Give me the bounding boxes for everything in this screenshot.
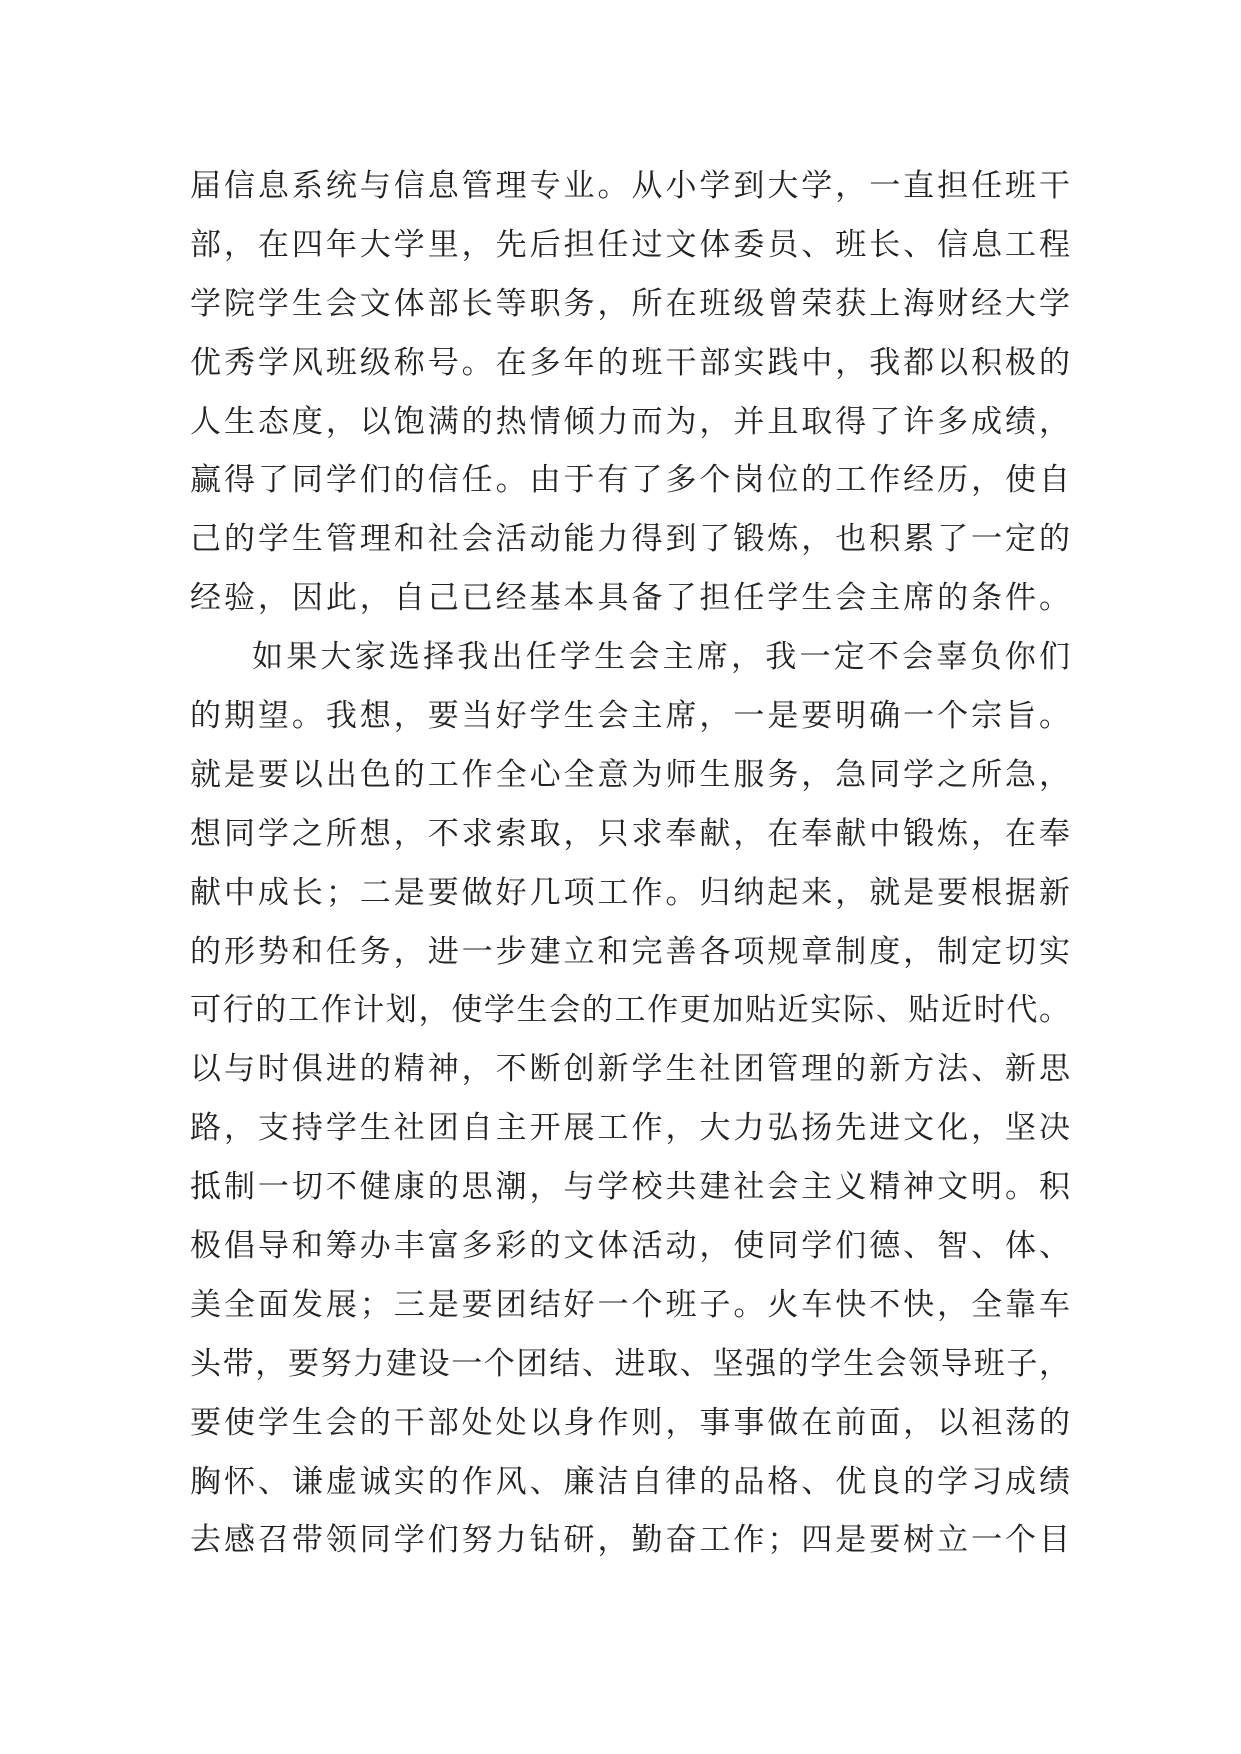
text-line: 路，支持学生社团自主开展工作，大力弘扬先进文化，坚决 — [190, 1110, 1070, 1147]
body-text — [190, 157, 1070, 1570]
text-line: 赢得了同学们的信任。由于有了多个岗位的工作经历，使自 — [190, 462, 1070, 499]
text-line: 人生态度，以饱满的热情倾力而为，并且取得了许多成绩， — [190, 403, 1070, 440]
text-line: 胸怀、谦虚诚实的作风、廉洁自律的品格、优良的学习成绩 — [190, 1463, 1070, 1500]
text-line: 美全面发展；三是要团结好一个班子。火车快不快，全靠车 — [190, 1286, 1070, 1323]
text-line: 想同学之所想，不求索取，只求奉献，在奉献中锻炼，在奉 — [190, 815, 1070, 852]
text-line: 己的学生管理和社会活动能力得到了锻炼，也积累了一定的 — [190, 521, 1070, 558]
text-line: 抵制一切不健康的思潮，与学校共建社会主义精神文明。积 — [190, 1169, 1070, 1206]
text-line: 经验，因此，自己已经基本具备了担任学生会主席的条件。 — [190, 580, 1070, 617]
text-line: 的形势和任务，进一步建立和完善各项规章制度，制定切实 — [190, 933, 1070, 970]
text-line: 头带，要努力建设一个团结、进取、坚强的学生会领导班子， — [190, 1345, 1070, 1382]
text-line: 学院学生会文体部长等职务，所在班级曾荣获上海财经大学 — [190, 285, 1070, 322]
text-line: 要使学生会的干部处处以身作则，事事做在前面，以袒荡的 — [190, 1404, 1070, 1441]
text-line: 以与时俱进的精神，不断创新学生社团管理的新方法、新思 — [190, 1051, 1070, 1088]
text-line: 极倡导和筹办丰富多彩的文体活动，使同学们德、智、体、 — [190, 1228, 1070, 1265]
text-line: 部，在四年大学里，先后担任过文体委员、班长、信息工程 — [190, 226, 1070, 263]
text-line: 去感召带领同学们努力钻研，勤奋工作；四是要树立一个目 — [190, 1522, 1070, 1559]
text-line: 献中成长；二是要做好几项工作。归纳起来，就是要根据新 — [190, 874, 1070, 911]
text-line: 的期望。我想，要当好学生会主席，一是要明确一个宗旨。 — [190, 698, 1070, 735]
text-line: 可行的工作计划，使学生会的工作更加贴近实际、贴近时代。 — [190, 992, 1070, 1029]
text-line: 届信息系统与信息管理专业。从小学到大学，一直担任班干 — [190, 168, 1070, 204]
text-line: 优秀学风班级称号。在多年的班干部实践中，我都以积极的 — [190, 344, 1070, 381]
text-line: 就是要以出色的工作全心全意为师生服务，急同学之所急， — [190, 756, 1070, 793]
paragraph-first-line: 如果大家选择我出任学生会主席，我一定不会辜负你们 — [252, 639, 1070, 676]
